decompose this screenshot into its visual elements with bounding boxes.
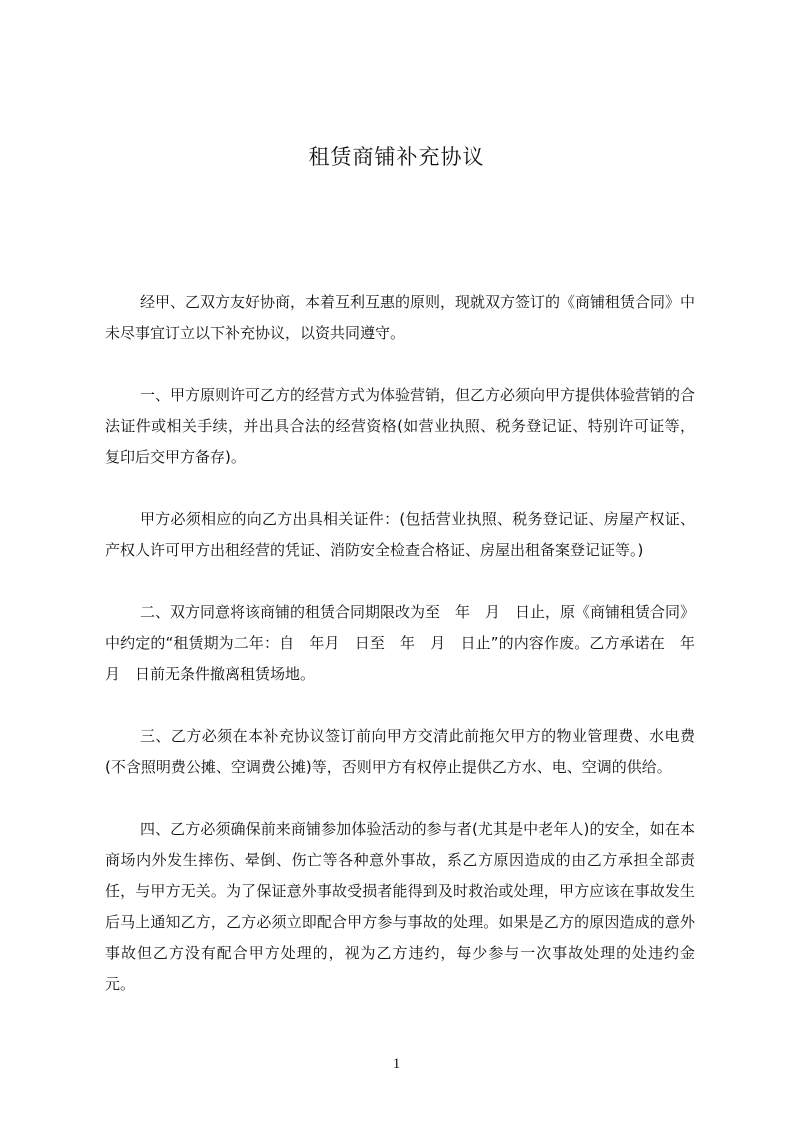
document-body [105, 287, 715, 1031]
document-title: 租赁商铺补充协议 [308, 145, 485, 169]
page-number: 1 [392, 1056, 401, 1072]
paragraph-clause-4: 四、乙方必须确保前来商铺参加体验活动的参与者(尤其是中老年人)的安全，如在本商场内外发生摔伤、晕倒、伤亡等各种意外事故，系乙方原因造成的由乙方承担全部责任，与甲方无关。为了保证意外事故受损者能得到及时救治或处理，甲方应该在事故发生后马上通知乙方，乙方必须立即配合甲方参与事故的处理。如果是乙方的原因造成的意外事故但乙方没有配合甲方处理的，视为乙方违约，每少参与一次事故处理的处违约金 元。 [105, 820, 715, 993]
paragraph-clause-1: 一、甲方原则许可乙方的经营方式为体验营销，但乙方必须向甲方提供体验营销的合法证件或相关手续，并出具合法的经营资格(如营业执照、税务登记证、特别许可证等，复印后交甲方备存)。 [105, 386, 696, 466]
paragraph-clause-1-landlord-docs: 甲方必须相应的向乙方出具相关证件：(包括营业执照、税务登记证、房屋产权证、产权人许可甲方出租经营的凭证、消防安全检查合格证、房屋出租备案登记证等。) [105, 510, 695, 559]
paragraph-clause-2: 二、双方同意将该商铺的租赁合同期限改为至 年 月 日止，原《商铺租赁合同》中约定的“租赁期为二年：自 年月 日至 年 月 日止”的内容作废。乙方承诺在 年 月 日前无条件撤离租赁场地。 [105, 603, 711, 683]
paragraph-clause-3: 三、乙方必须在本补充协议签订前向甲方交清此前拖欠甲方的物业管理费、水电费(不含照明费公摊、空调费公摊)等，否则甲方有权停止提供乙方水、电、空调的供给。 [105, 727, 695, 776]
paragraph-preamble: 经甲、乙双方友好协商，本着互利互惠的原则，现就双方签订的《商铺租赁合同》中未尽事宜订立以下补充协议，以资共同遵守。 [105, 293, 696, 342]
